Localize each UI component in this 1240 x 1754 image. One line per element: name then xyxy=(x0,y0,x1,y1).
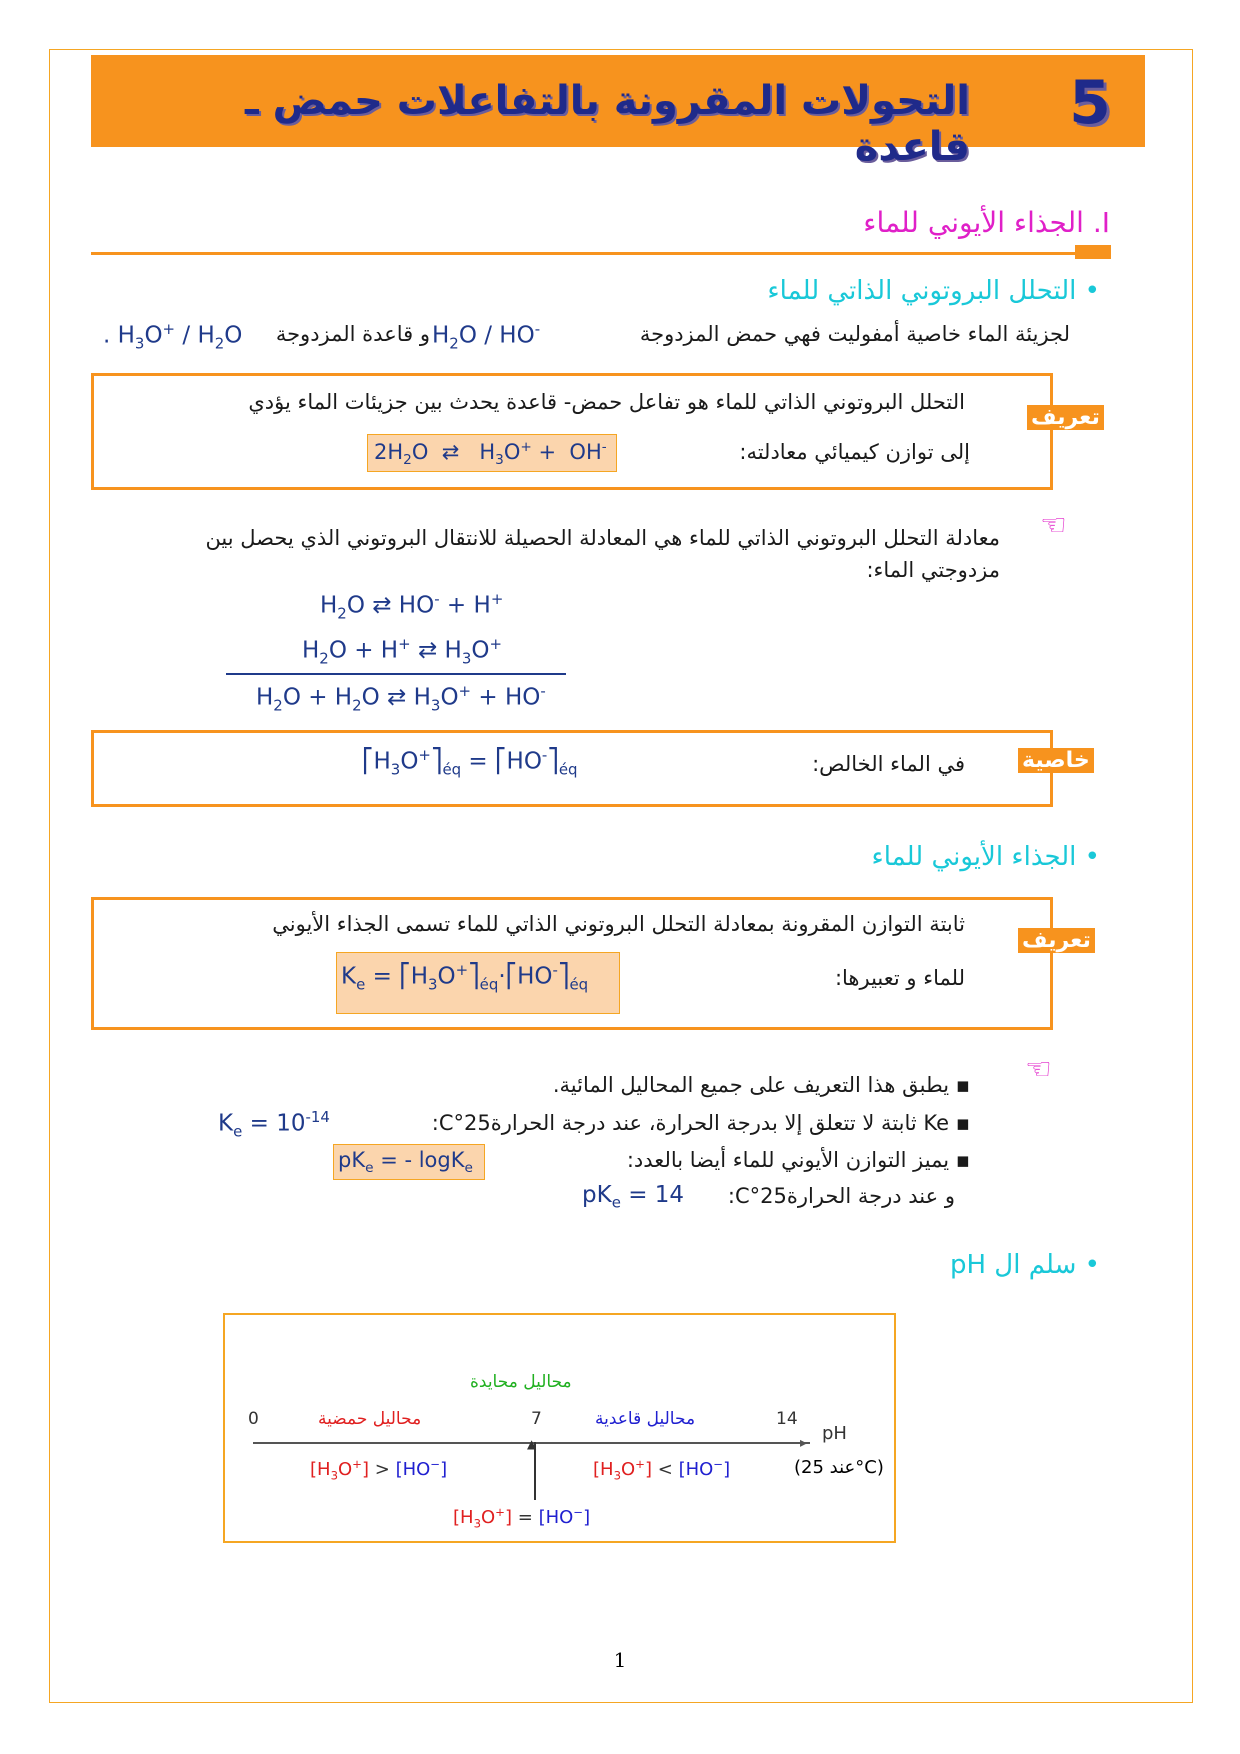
page-title: التحولات المقرونة بالتفاعلات حمض ـ قاعدة xyxy=(245,78,970,170)
ampholyte-line: لجزيئة الماء خاصية أمفوليت فهي حمض المزدوجة xyxy=(639,322,1070,346)
pair-water-hydroxide: $H_2O / HO^-$ xyxy=(432,320,541,353)
section-heading: I. الجذاء الأيوني للماء xyxy=(863,206,1110,239)
and-base-text: و قاعدة المزدوجة xyxy=(275,322,430,346)
neutral-condition: $[H_3O^+] = [HO^-]$ xyxy=(453,1505,591,1531)
neutral-label: محاليل محايدة xyxy=(470,1372,572,1392)
pke-value: $pK_e = 14$ xyxy=(582,1182,685,1212)
property-tag: خاصية xyxy=(1018,748,1094,773)
neutral-marker-arrow: ▲ xyxy=(527,1437,537,1451)
tick-label-0: 0 xyxy=(248,1409,259,1429)
sum-rule xyxy=(226,673,566,675)
overall-equation: $H_2O + H_2O$ ⇄ $H_3O^+ + HO^-$ xyxy=(256,682,546,715)
acid-condition: $[H_3O^+] > [HO^-]$ xyxy=(310,1457,448,1483)
definition-2-line-2: للماء و تعبيرها: xyxy=(834,966,965,990)
chapter-number: 5 xyxy=(1069,68,1111,138)
pointing-hand-icon: ☜ xyxy=(1040,508,1067,543)
ph-axis-arrow: ▸ xyxy=(800,1435,808,1451)
definition-tag-1: تعريف xyxy=(1027,405,1104,430)
acidic-label: محاليل حمضية xyxy=(318,1409,422,1429)
section-rule-tab xyxy=(1075,245,1111,259)
note-1-text: معادلة التحلل البروتوني الذاتي للماء هي المعادلة الحصيلة للانتقال البروتوني الذي يحصل بين مزدوجتي الماء: xyxy=(205,526,1000,582)
basic-label: محاليل قاعدية xyxy=(595,1409,696,1429)
definition-2-line-1: ثابتة التوازن المقرونة بمعادلة التحلل البروتوني الذاتي للماء تسمى الجذاء الأيوني xyxy=(272,912,965,936)
base-condition: $[H_3O^+] < [HO^-]$ xyxy=(593,1457,731,1483)
pke-definition: $pK_e$ = - logK$_e$ xyxy=(333,1144,485,1180)
pointing-hand-icon-2: ☜ xyxy=(1025,1052,1052,1087)
pair-hydronium-water: . $H_3O^+ / H_2O$ xyxy=(103,320,243,353)
tick-label-7: 7 xyxy=(531,1409,542,1429)
neutral-equality: $⎡H_3O^+⎤_{éq}$ = $⎡HO^-⎤_{éq}$ xyxy=(362,746,578,779)
note-2-item-3: ▪ يميز التوازن الأيوني للماء أيضا بالعدد: xyxy=(626,1148,970,1172)
ph-scale-heading: • سلم ال pH xyxy=(949,1250,1100,1280)
ph-axis-label: pH xyxy=(822,1423,847,1444)
definition-tag-2: تعريف xyxy=(1018,928,1095,953)
half-equation-1: $H_2O$ ⇄ HO- + H+ xyxy=(320,590,504,623)
definition-1-line-1: التحلل البروتوني الذاتي للماء هو تفاعل حمض- قاعدة يحدث بين جزيئات الماء يؤدي xyxy=(248,390,965,414)
section-rule xyxy=(91,252,1110,255)
tick-label-14: 14 xyxy=(776,1409,798,1429)
autoprotolysis-heading: • التحلل البروتوني الذاتي للماء xyxy=(767,276,1100,306)
note-2-item-1: ▪ يطبق هذا التعريف على جميع المحاليل المائية. xyxy=(552,1073,970,1097)
autoprotolysis-equation: $2H_2O$ ⇄ $H_3O^+ + OH^-$ xyxy=(367,434,617,472)
property-text: في الماء الخالص: xyxy=(812,752,965,776)
page-number: 1 xyxy=(613,1648,627,1672)
ionic-product-heading: • الجذاء الأيوني للماء xyxy=(871,842,1100,872)
ionic-product-equation: $K_e$ = $⎡H_3O^+⎤_{éq}\cdot⎡HO^-⎤_{éq}$ xyxy=(336,952,620,1014)
definition-1-line-2: إلى توازن كيميائي معادلته: xyxy=(739,440,970,464)
half-equation-2: $H_2O + H^+$ ⇄ $H_3O^+$ xyxy=(302,635,502,668)
note-2-item-2: ▪ Ke ثابتة لا تتعلق إلا بدرجة الحرارة، عند درجة الحرارة25°C: xyxy=(431,1111,970,1135)
note-2-item-4: و عند درجة الحرارة25°C: xyxy=(727,1184,955,1208)
temperature-note: (عند 25°C) xyxy=(794,1457,884,1478)
ke-value: $K_e = 10^{-14}$ xyxy=(218,1108,330,1141)
